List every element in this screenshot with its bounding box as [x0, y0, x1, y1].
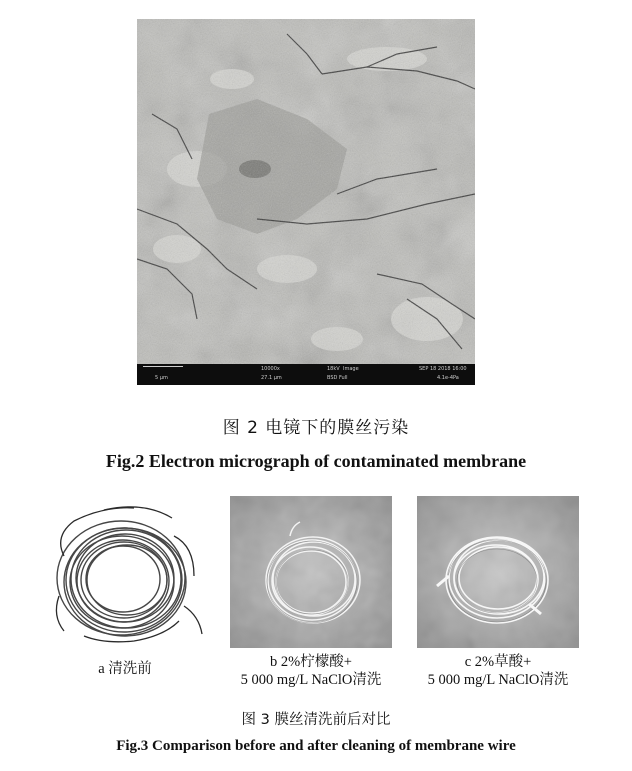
scale-label: 5 μm [155, 375, 168, 381]
sem-texture [137, 19, 475, 385]
panel-a-label-line1: a 清洗前 [98, 661, 152, 677]
panel-b-label [211, 653, 411, 689]
sem-info-bar [137, 364, 475, 385]
fig3-caption-cn: 图 3 膜丝清洗前后对比 [241, 712, 391, 728]
scale-bar [143, 366, 183, 367]
hfw-label: 27.1 μm [261, 375, 282, 381]
panel-a-label [44, 660, 206, 678]
detector-label: BSD Full [327, 375, 348, 381]
pressure-label: 4.1e-4Pa [437, 375, 459, 381]
fig2-caption-cn: 图 2 电镜下的膜丝污染 [222, 418, 410, 438]
mag-label: 10000x [261, 366, 280, 372]
panel-c-label-line2: 5 000 mg/L NaClO清洗 [427, 672, 569, 688]
mode-label: Image [343, 366, 359, 372]
photo-before-cleaning [44, 496, 206, 648]
datetime-label: SEP 18 2018 16:00 [419, 366, 467, 372]
fig3-caption-en: Fig.3 Comparison before and after cleaning of membrane wire [116, 738, 516, 754]
photo-oxalic-acid-cleaned [417, 496, 579, 648]
panel-c-label [398, 653, 598, 689]
panel-b-label-line1: b 2%柠檬酸+ [270, 654, 352, 670]
kv-label: 18kV [327, 366, 340, 372]
panel-c-label-line1: c 2%草酸+ [464, 654, 532, 670]
sem-micrograph [137, 19, 475, 385]
photo-citric-acid-cleaned [230, 496, 392, 648]
fig2-caption-en: Fig.2 Electron micrograph of contaminated membrane [105, 451, 527, 471]
panel-b-label-line2: 5 000 mg/L NaClO清洗 [240, 672, 382, 688]
